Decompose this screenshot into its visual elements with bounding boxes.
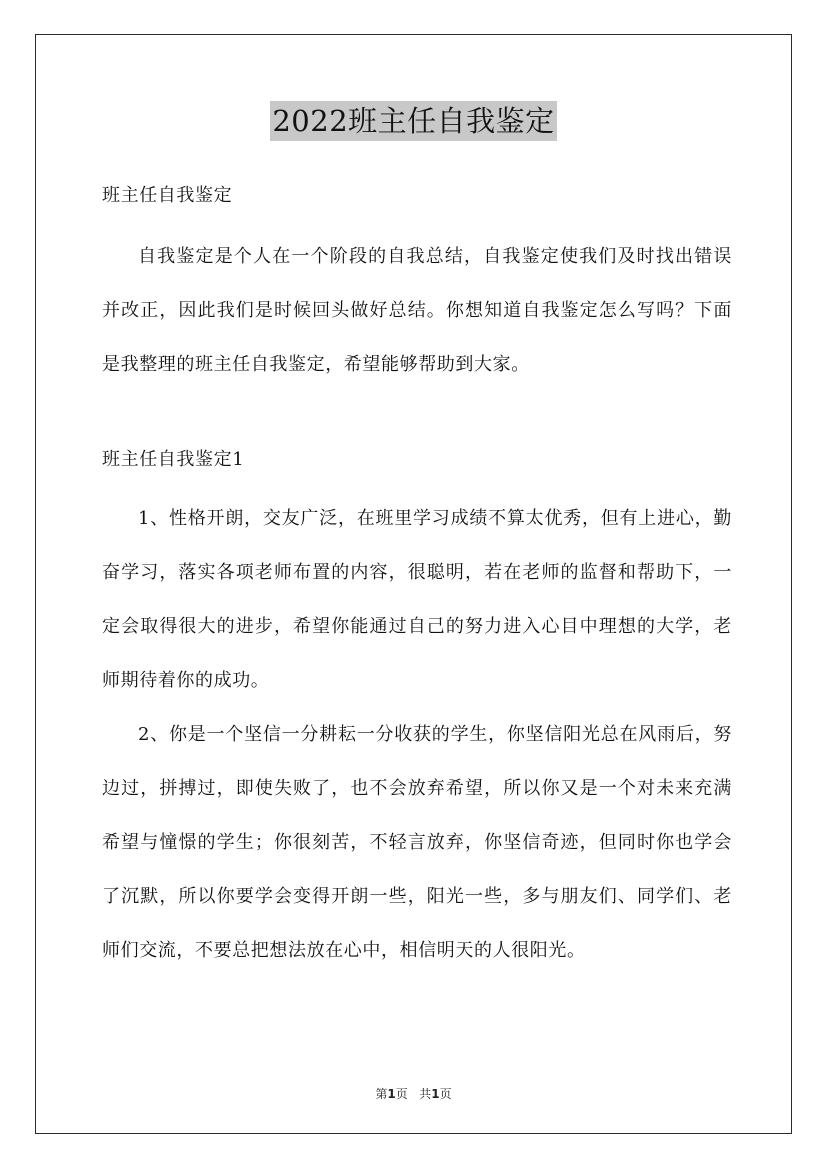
- subtitle: 班主任自我鉴定: [102, 185, 233, 206]
- page-total: 1: [431, 1087, 440, 1101]
- page-suffix: 页: [395, 1087, 408, 1101]
- page-prefix: 第: [375, 1087, 388, 1101]
- page-footer: [0, 1085, 827, 1102]
- title-wrap: [0, 101, 827, 141]
- paragraph-2: 2、你是一个坚信一分耕耘一分收获的学生，你坚信阳光总在风雨后，努边过，拼搏过，即使失败了，也不会放弃希望，所以你又是一个对未来充满希望与憧憬的学生；你很刻苦，不轻言放弃，你坚信奇迹，但同时你也学会了沉默，所以你要学会变得开朗一些，阳光一些，多与朋友们、同学们、老师们交流，不要总把想法放在心中，相信明天的人很阳光。: [102, 724, 732, 961]
- total-suffix: 页: [439, 1087, 452, 1101]
- intro-paragraph: 自我鉴定是个人在一个阶段的自我总结，自我鉴定使我们及时找出错误并改正，因此我们是时候回头做好总结。你想知道自我鉴定怎么写吗？下面是我整理的班主任自我鉴定，希望能够帮助到大家。: [102, 246, 732, 375]
- total-prefix: 共: [419, 1087, 432, 1101]
- document-body: [102, 178, 732, 978]
- section-heading: 班主任自我鉴定1: [102, 449, 245, 470]
- document-title: 2022班主任自我鉴定: [270, 101, 556, 141]
- paragraph-1: 1、性格开朗，交友广泛，在班里学习成绩不算太优秀，但有上进心，勤奋学习，落实各项老师布置的内容，很聪明，若在老师的监督和帮助下，一定会取得很大的进步，希望你能通过自己的努力进入心目中理想的大学，老师期待着你的成功。: [102, 508, 732, 691]
- page-current: 1: [387, 1087, 396, 1101]
